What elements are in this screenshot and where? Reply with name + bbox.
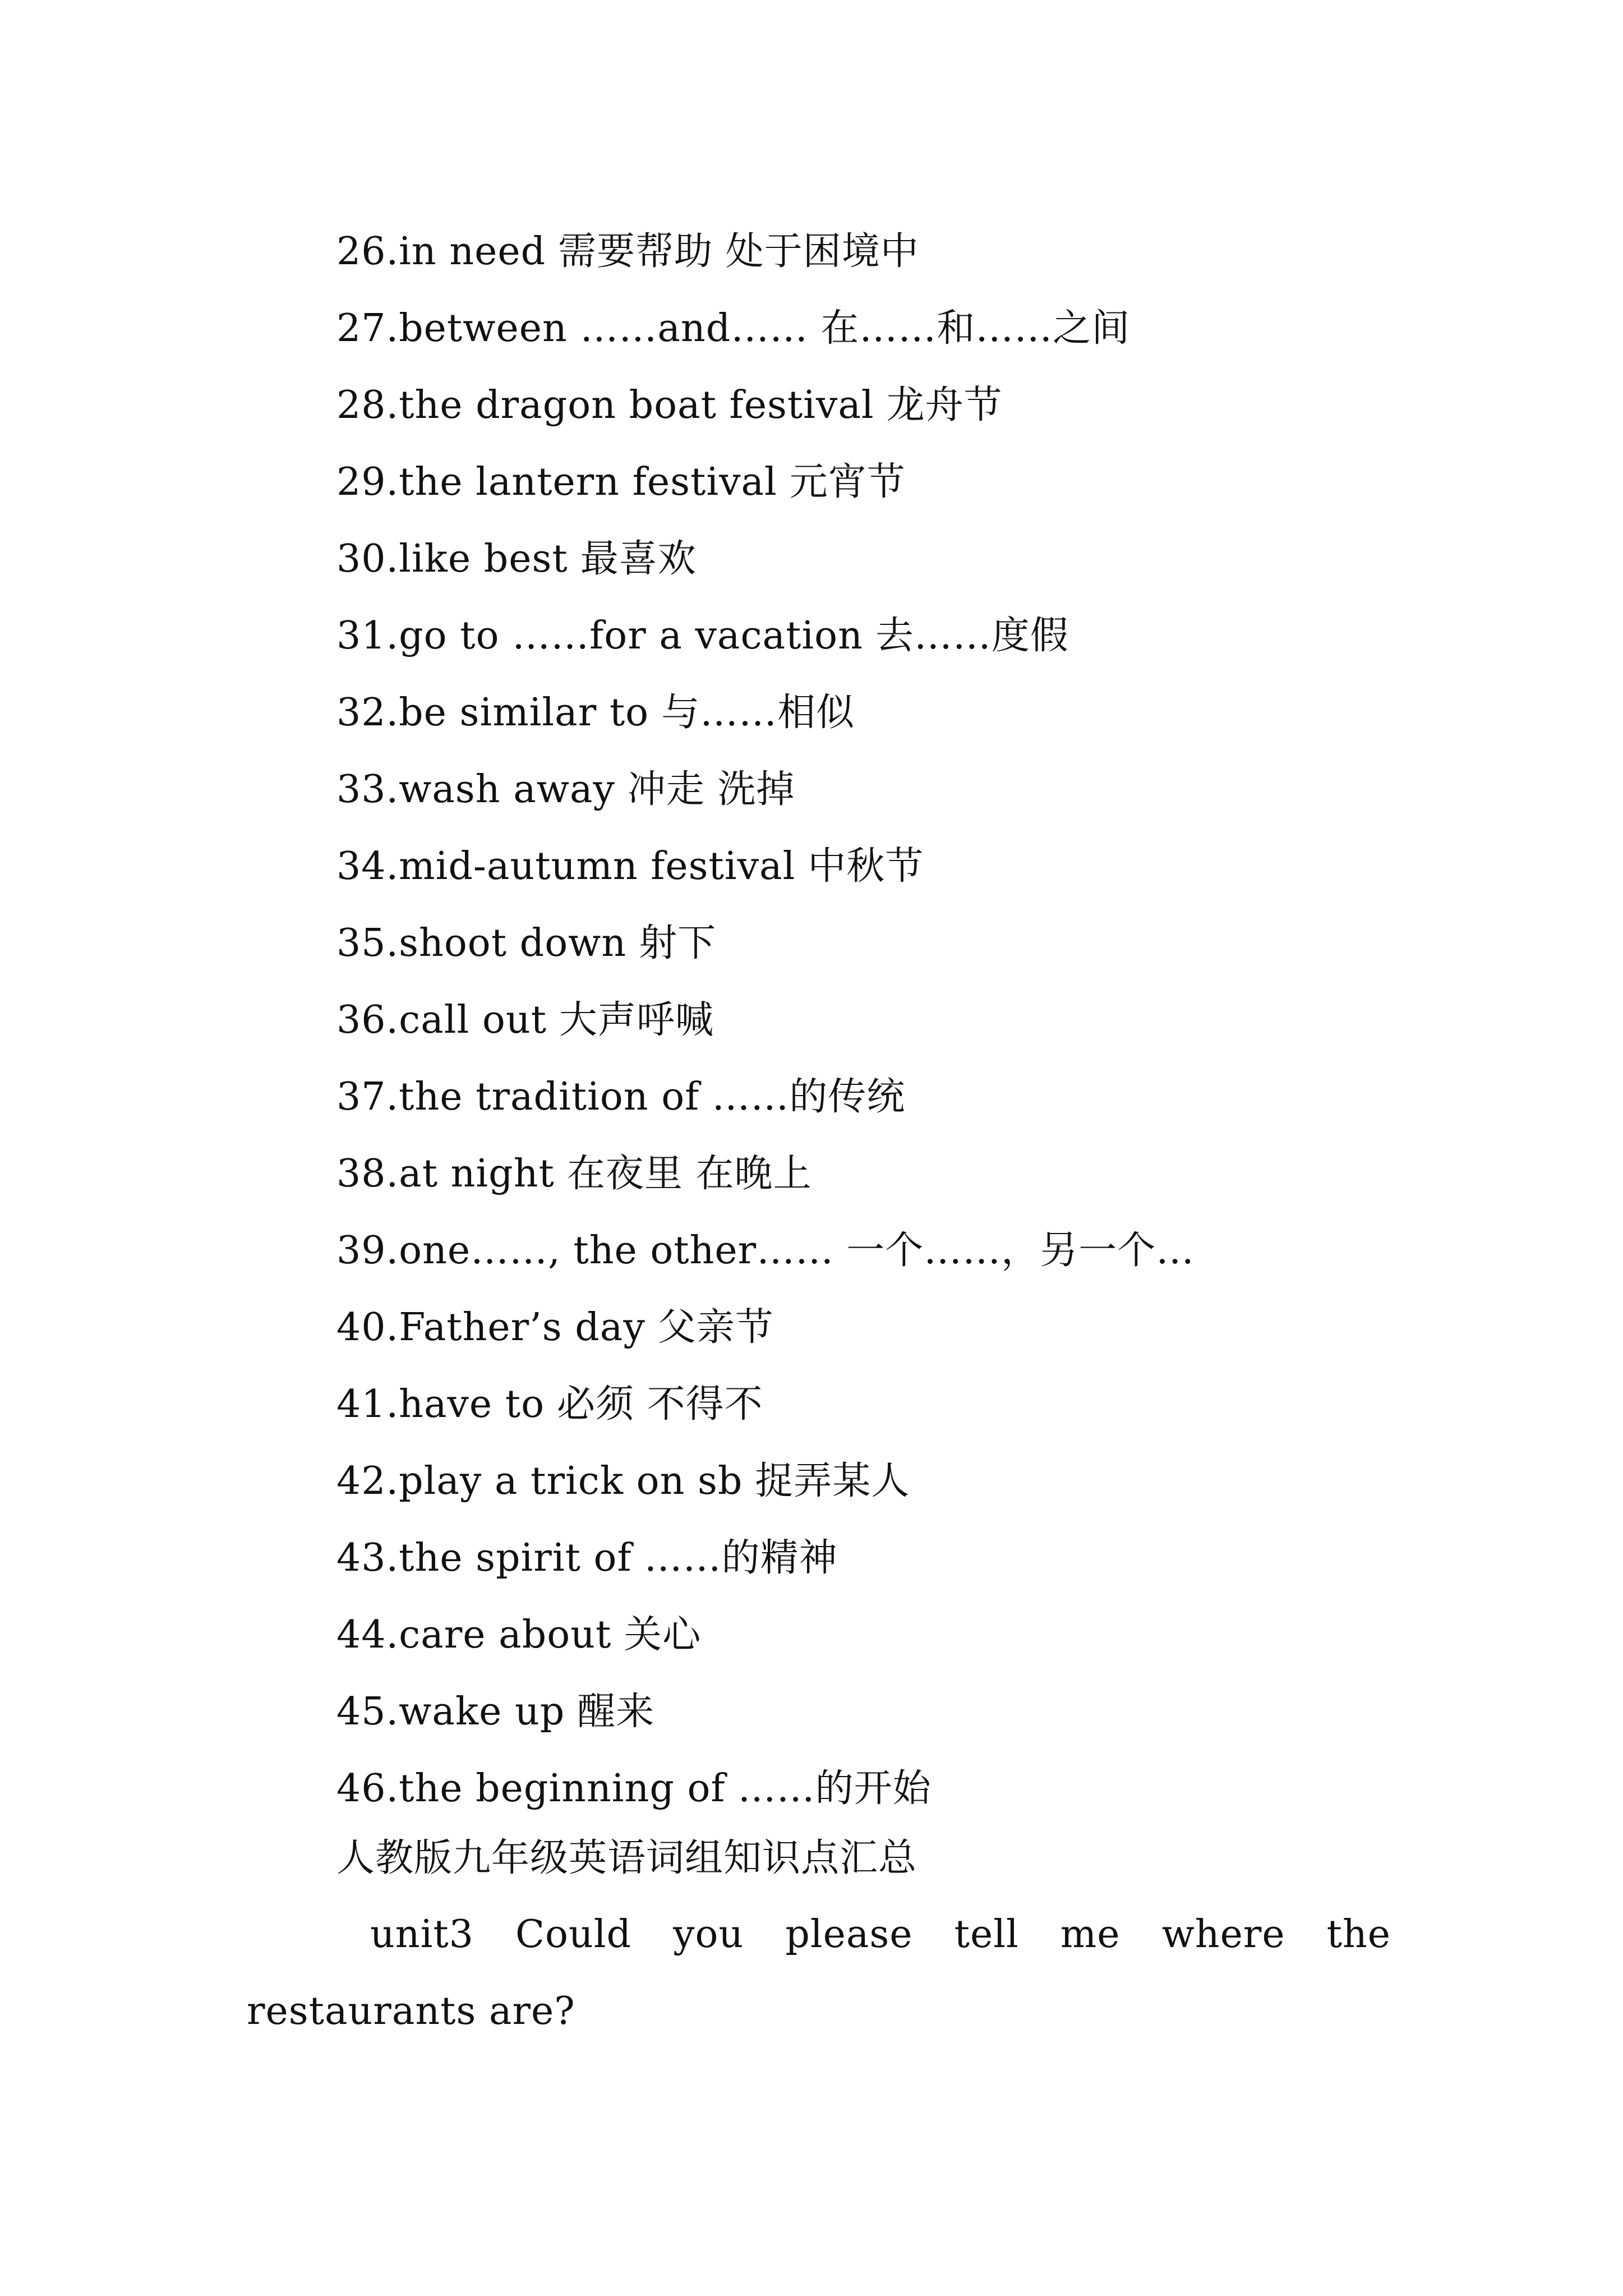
phrase-number: 36. xyxy=(336,998,399,1042)
phrase-chinese: 去……度假 xyxy=(875,614,1069,658)
phrase-english: in need xyxy=(399,229,546,274)
phrase-list xyxy=(336,213,1514,1827)
phrase-english: be similar to xyxy=(399,691,649,735)
phrase-english: wake up xyxy=(399,1690,565,1734)
unit-title-line-1: unit3 Could you please tell me where the xyxy=(370,1912,1391,1957)
phrase-chinese: 冲走 洗掉 xyxy=(627,767,795,812)
phrase-item xyxy=(336,1366,1514,1443)
phrase-number: 30. xyxy=(336,537,399,581)
phrase-item xyxy=(336,521,1514,597)
phrase-number: 32. xyxy=(336,691,399,735)
phrase-item xyxy=(336,674,1514,751)
phrase-chinese: 醒来 xyxy=(577,1690,655,1734)
section-heading: 人教版九年级英语词组知识点汇总 xyxy=(336,1836,917,1880)
phrase-english: go to ……for a vacation xyxy=(399,614,863,658)
phrase-english: the lantern festival xyxy=(399,460,777,504)
phrase-number: 43. xyxy=(336,1536,399,1580)
phrase-chinese: ……的精神 xyxy=(644,1536,838,1580)
phrase-english: call out xyxy=(399,998,547,1042)
phrase-chinese: 最喜欢 xyxy=(580,537,697,581)
phrase-chinese: 必须 不得不 xyxy=(557,1382,763,1427)
phrase-chinese: 大声呼喊 xyxy=(559,998,714,1042)
phrase-chinese: 在……和……之间 xyxy=(820,306,1131,351)
phrase-item xyxy=(336,905,1514,982)
phrase-english: the spirit of xyxy=(399,1536,632,1580)
phrase-english: the dragon boat festival xyxy=(399,383,874,427)
phrase-english: shoot down xyxy=(399,921,627,965)
phrase-number: 34. xyxy=(336,844,399,889)
phrase-english: mid-autumn festival xyxy=(399,844,796,889)
phrase-chinese: ……的开始 xyxy=(737,1766,932,1811)
phrase-number: 45. xyxy=(336,1690,399,1734)
phrase-english: Father’s day xyxy=(399,1305,645,1350)
phrase-number: 35. xyxy=(336,921,399,965)
phrase-english: play a trick on sb xyxy=(399,1459,743,1503)
phrase-item xyxy=(336,828,1514,905)
phrase-number: 41. xyxy=(336,1382,399,1427)
phrase-chinese: 关心 xyxy=(624,1613,702,1657)
phrase-number: 28. xyxy=(336,383,399,427)
phrase-number: 37. xyxy=(336,1075,399,1119)
phrase-item xyxy=(336,1059,1514,1135)
phrase-english: care about xyxy=(399,1613,612,1657)
phrase-number: 46. xyxy=(336,1766,399,1811)
phrase-item xyxy=(336,1443,1514,1520)
phrase-number: 40. xyxy=(336,1305,399,1350)
phrase-item xyxy=(336,367,1514,444)
phrase-chinese: 一个……，另一个… xyxy=(846,1228,1195,1273)
phrase-number: 26. xyxy=(336,229,399,274)
phrase-english: the tradition of xyxy=(399,1075,700,1119)
phrase-number: 29. xyxy=(336,460,399,504)
phrase-item xyxy=(336,982,1514,1059)
phrase-chinese: 在夜里 在晚上 xyxy=(566,1152,812,1196)
phrase-number: 31. xyxy=(336,614,399,658)
phrase-number: 33. xyxy=(336,767,399,812)
phrase-item xyxy=(336,1673,1514,1750)
unit-title-line-2: restaurants are? xyxy=(247,1989,575,2033)
phrase-item xyxy=(336,1520,1514,1596)
phrase-english: wash away xyxy=(399,767,615,812)
phrase-chinese: 中秋节 xyxy=(808,844,924,889)
phrase-item xyxy=(336,597,1514,674)
phrase-item xyxy=(336,1135,1514,1212)
phrase-item xyxy=(336,1289,1514,1366)
phrase-english: at night xyxy=(399,1152,555,1196)
phrase-number: 27. xyxy=(336,306,399,351)
phrase-chinese: 元宵节 xyxy=(789,460,906,504)
phrase-number: 42. xyxy=(336,1459,399,1503)
phrase-number: 44. xyxy=(336,1613,399,1657)
phrase-english: between ……and…… xyxy=(399,306,809,351)
phrase-english: one……, the other…… xyxy=(399,1228,834,1273)
phrase-item xyxy=(336,290,1514,367)
phrase-chinese: 需要帮助 处于困境中 xyxy=(558,229,919,274)
phrase-number: 39. xyxy=(336,1228,399,1273)
phrase-item xyxy=(336,444,1514,521)
phrase-chinese: 与……相似 xyxy=(661,691,855,735)
unit-title xyxy=(247,1896,1391,2050)
phrase-chinese: 射下 xyxy=(639,921,717,965)
phrase-chinese: 父亲节 xyxy=(657,1305,774,1350)
phrase-english: have to xyxy=(399,1382,545,1427)
phrase-item xyxy=(336,1212,1514,1289)
phrase-item xyxy=(336,1596,1514,1673)
phrase-chinese: 捉弄某人 xyxy=(755,1459,910,1503)
phrase-chinese: ……的传统 xyxy=(712,1075,906,1119)
phrase-number: 38. xyxy=(336,1152,399,1196)
phrase-item xyxy=(336,1750,1514,1827)
phrase-item xyxy=(336,751,1514,828)
phrase-chinese: 龙舟节 xyxy=(886,383,1003,427)
phrase-item xyxy=(336,213,1514,290)
phrase-english: like best xyxy=(399,537,568,581)
phrase-english: the beginning of xyxy=(399,1766,726,1811)
